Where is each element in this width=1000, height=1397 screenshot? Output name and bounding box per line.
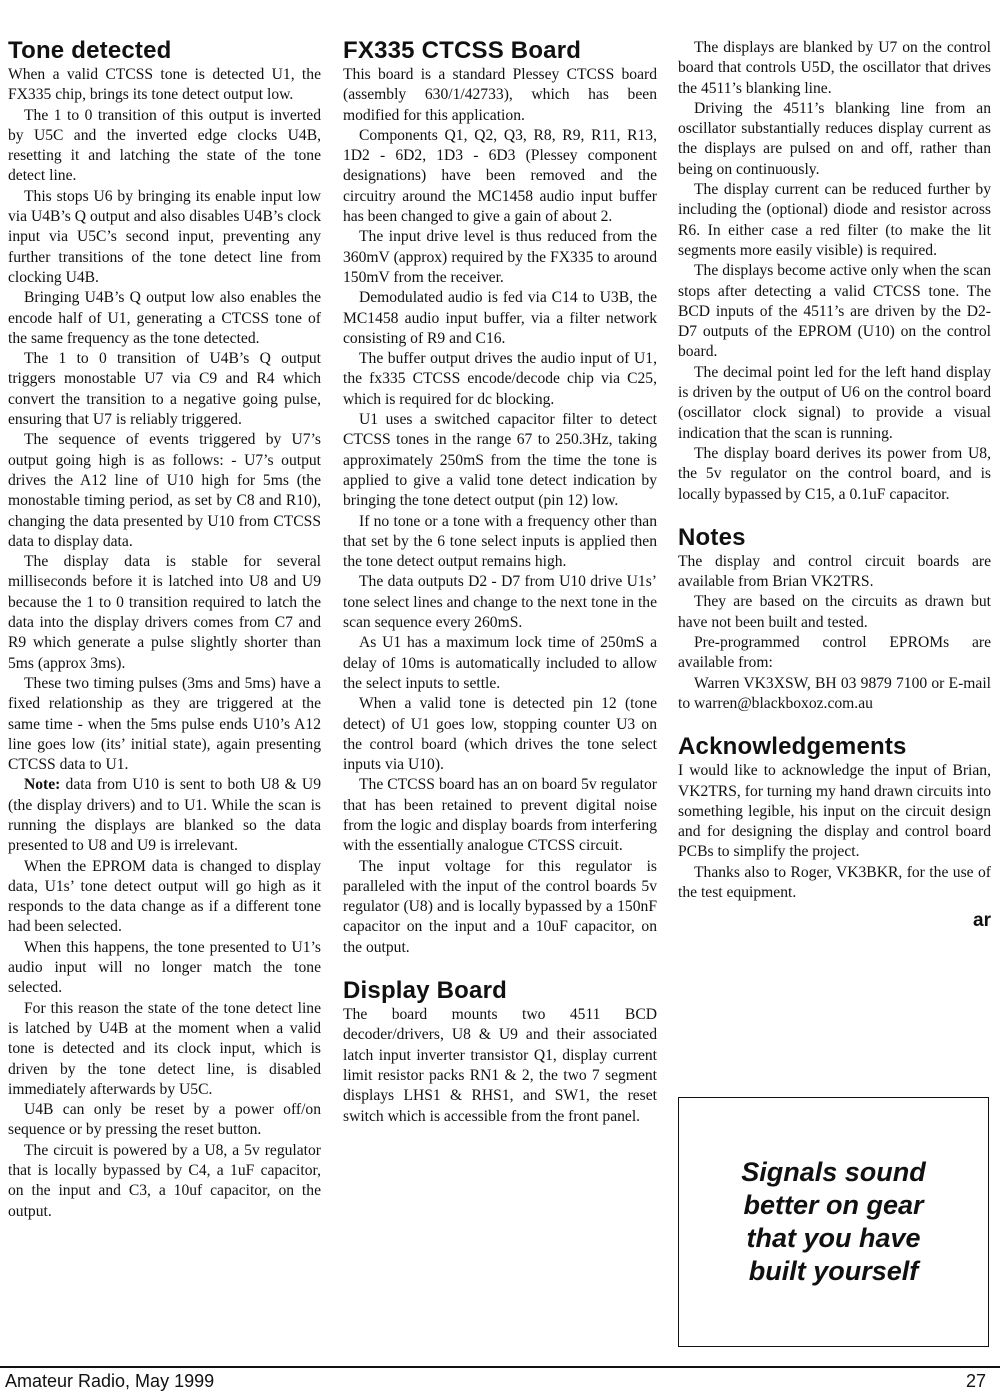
paragraph: Demodulated audio is fed via C14 to U3B, the MC1458 audio input buffer, via a filter network consisting of R9 and C16.	[343, 289, 657, 347]
paragraph: When a valid CTCSS tone is detected U1, the FX335 chip, brings its tone detect output low.	[8, 66, 321, 104]
paragraph: Driving the 4511’s blanking line from an oscillator substantially reduces display current as the displays are pulsed on and off, rather than being on continuously.	[678, 99, 991, 178]
section-spacer	[678, 714, 991, 734]
paragraph: The displays are blanked by U7 on the control board that controls U5D, the oscillator that drives the 4511’s blanking line.	[678, 39, 991, 97]
paragraph: If no tone or a tone with a frequency other than that set by the 6 tone select inputs is applied then the tone detect output remains high.	[343, 512, 657, 571]
paragraph: The board mounts two 4511 BCD decoder/drivers, U8 & U9 and their associated latch input inverter transistor Q1, display current limit resistor packs RN1 & 2, the two 7 segment displays LHS1 & RHS1, and SW1, the reset switch which is accessible from the front panel.	[343, 1006, 657, 1125]
paragraph: The buffer output drives the audio input of U1, the fx335 CTCSS encode/decode chip via C25, which is required for dc blocking.	[343, 350, 657, 408]
paragraph: The sequence of events triggered by U7’s output going high is as follows: - U7’s output drives the A12 line of U10 high for 5ms (the monostable timing period, as set by C8 and R10), changing the data presented by U10 from CTCSS data to display data.	[8, 431, 321, 550]
paragraph: The CTCSS board has an on board 5v regulator that has been retained to prevent digital noise from the logic and display boards from interfering with the essentially analogue CTCSS circuit.	[343, 776, 657, 855]
paragraph: The display board derives its power from U8, the 5v regulator on the control board, and is locally bypassed by C15, a 0.1uF capacitor.	[678, 444, 991, 503]
paragraph: Bringing U4B’s Q output low also enables the encode half of U1, generating a CTCSS tone of the same frequency as the tone detected.	[8, 289, 321, 347]
paragraph: Pre-programmed control EPROMs are available from:	[678, 634, 991, 672]
paragraph: This stops U6 by bringing its enable input low via U4B’s Q output and also disables U4B’s clock input via U5C’s second input, preventing any further transitions of the tone detect line from clocking U4B.	[8, 187, 321, 286]
end-mark: ar	[973, 910, 991, 932]
slogan-text	[741, 1156, 926, 1288]
slogan-line: Signals sound	[741, 1157, 926, 1187]
note-label: Note:	[24, 776, 61, 794]
paragraph: For this reason the state of the tone detect line is latched by U4B at the moment when a valid tone is detected and its clock input, which is driven by the tone detect line, is disabled immediately afterwards by U5C.	[8, 999, 321, 1098]
slogan-box	[678, 1097, 989, 1347]
paragraph: The 1 to 0 transition of this output is inverted by U5C and the inverted edge clocks U4B, resetting it and latching the state of the tone detect line.	[8, 106, 321, 185]
column-middle	[343, 38, 657, 1127]
paragraph: Components Q1, Q2, Q3, R8, R9, R11, R13, 1D2 - 6D2, 1D3 - 6D3 (Plessey component designations) have been removed and the circuitry around the MC1458 audio input buffer has been changed to give a gain of about 2.	[343, 126, 657, 226]
paragraph: I would like to acknowledge the input of Brian, VK2TRS, for turning my hand drawn circuits into something legible, his input on the circuit design and for designing the display and control board PCBs to simplify the project.	[678, 762, 991, 861]
paragraph: When the EPROM data is changed to display data, U1s’ tone detect output will go high as it responds to the data change as if a different tone had been selected.	[8, 857, 321, 936]
paragraph: The displays become active only when the scan stops after detecting a valid CTCSS tone. The BCD inputs of the 4511’s are driven by the D2-D7 outputs of the EPROM (U10) on the control board.	[678, 262, 991, 361]
paragraph: When this happens, the tone presented to U1’s audio input will no longer match the tone selected.	[8, 938, 321, 997]
paragraph: The input voltage for this regulator is paralleled with the input of the control boards 5v regulator (U8) and is locally bypassed by a 150nF capacitor on the input and a 10uF capacitor, on the output.	[343, 857, 657, 956]
contact-paragraph: Warren VK3XSW, BH 03 9879 7100 or E-mail to warren@blackboxoz.com.au	[678, 674, 991, 712]
section-spacer	[678, 505, 991, 525]
slogan-line: better on gear	[743, 1190, 924, 1220]
note-paragraph	[8, 775, 321, 856]
paragraph: Thanks also to Roger, VK3BKR, for the use of the test equipment.	[678, 863, 991, 901]
paragraph: This board is a standard Plessey CTCSS board (assembly 630/1/42733), which has been modified for this application.	[343, 66, 657, 124]
page-number: 27	[965, 1371, 986, 1391]
section-spacer	[343, 958, 657, 978]
paragraph: The circuit is powered by a U8, a 5v regulator that is locally bypassed by C4, a 1uF capacitor, on the input and C3, a 10uf capacitor, on the output.	[8, 1141, 321, 1220]
paragraph: The display current can be reduced further by including the (optional) diode and resistor across R6. In either case a red filter (to make the lit segments more easily visible) is required.	[678, 181, 991, 259]
paragraph: As U1 has a maximum lock time of 250mS a delay of 10ms is automatically included to allow the select inputs to settle.	[343, 634, 657, 692]
slogan-line: that you have	[746, 1223, 921, 1253]
section-heading-acknowledgements: Acknowledgements	[678, 733, 907, 761]
paragraph: U1 uses a switched capacitor filter to detect CTCSS tones in the range 67 to 250.3Hz, taking approximately 250mS from the time the tone is applied to give a valid tone detect indication by bringing the tone detect output (pin 12) low.	[343, 411, 657, 510]
paragraph: When a valid tone is detected pin 12 (tone detect) of U1 goes low, stopping counter U3 on the control board (which drives the tone select inputs via U10).	[343, 695, 657, 774]
section-heading-display-board: Display Board	[343, 977, 507, 1005]
footer-publication: Amateur Radio, May 1999	[5, 1371, 215, 1391]
section-heading-notes: Notes	[678, 523, 746, 551]
column-right	[678, 38, 991, 932]
slogan-line: built yourself	[748, 1256, 919, 1286]
column-left	[8, 38, 321, 1222]
note-text: data from U10 is sent to both U8 & U9 (the display drivers) and to U1. While the scan is running the displays are blanked so the data presented to U8 and U9 is irrelevant.	[8, 776, 321, 855]
paragraph: The input drive level is thus reduced from the 360mV (approx) required by the FX335 to around 150mV from the receiver.	[343, 228, 657, 286]
paragraph: The data outputs D2 - D7 from U10 drive U1s’ tone select lines and change to the next tone in the scan sequence every 260mS.	[343, 573, 657, 632]
footer-rule	[0, 1366, 1000, 1368]
paragraph: The display and control circuit boards are available from Brian VK2TRS.	[678, 552, 991, 591]
paragraph: These two timing pulses (3ms and 5ms) have a fixed relationship as they are triggered at the same time - when the 5ms pulse ends U10’s A12 line goes low (its’ initial state), again presenting CTCSS data to U1.	[8, 674, 321, 774]
paragraph: U4B can only be reset by a power off/on sequence or by pressing the reset button.	[8, 1101, 321, 1139]
section-heading-fx335: FX335 CTCSS Board	[343, 37, 582, 64]
paragraph: The 1 to 0 transition of U4B’s Q output triggers monostable U7 via C9 and R4 which convert the transition to a negative going pulse, ensuring that U7 is reliably triggered.	[8, 350, 321, 429]
paragraph: The decimal point led for the left hand display is driven by the output of U6 on the control board (oscillator clock signal) to provide a visual indication that the scan is running.	[678, 363, 991, 442]
paragraph: The display data is stable for several milliseconds before it is latched into U8 and U9 because the 1 to 0 transition required to latch the data into the display drivers comes from C7 and R9 which generate a pulse slightly shorter than 5ms (approx 3ms).	[8, 553, 321, 672]
paragraph: They are based on the circuits as drawn but have not been built and tested.	[678, 593, 991, 631]
section-heading-tone-detected: Tone detected	[8, 37, 172, 64]
